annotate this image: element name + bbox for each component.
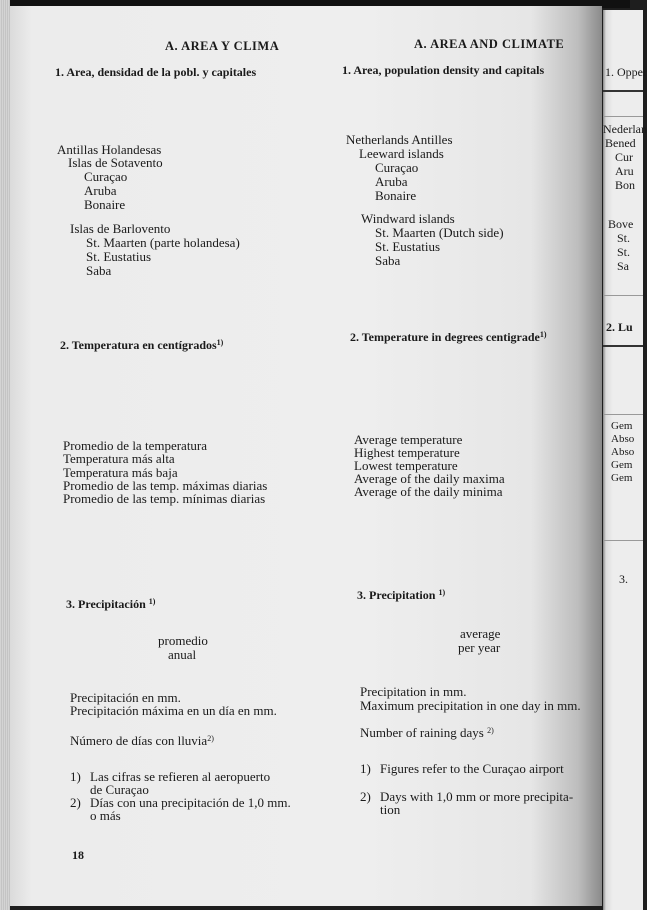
next-row: Nederlan bbox=[603, 122, 647, 136]
row-en: St. Eustatius bbox=[375, 239, 441, 254]
row-en: Windward islands bbox=[361, 211, 455, 226]
row-en: Curaçao bbox=[375, 160, 419, 175]
next-row: St. bbox=[617, 231, 631, 245]
row-es: Precipitación en mm. bbox=[70, 690, 181, 705]
s3-title-en bbox=[357, 586, 445, 602]
footnote-ref: 1) bbox=[148, 597, 156, 606]
rain-days-text: Número de días con lluvia bbox=[70, 733, 208, 748]
row-es: Islas de Sotavento bbox=[68, 155, 163, 170]
col-head-es: anual bbox=[168, 647, 197, 662]
col-head-es: promedio bbox=[158, 633, 208, 648]
row-en: Maximum precipitation in one day in mm. bbox=[360, 698, 581, 713]
row-en: Leeward islands bbox=[359, 146, 444, 161]
next-row: Abso bbox=[611, 433, 635, 445]
row-es: Promedio de las temp. mínimas diarias bbox=[63, 491, 266, 506]
rule bbox=[603, 414, 643, 415]
s3-title-text: 3. Precipitación bbox=[66, 597, 146, 611]
section-title-es: A. AREA Y CLIMA bbox=[165, 39, 280, 53]
footnote-ref: 1) bbox=[539, 330, 547, 339]
footnote-mark: 2) bbox=[70, 795, 81, 810]
next-page-edge bbox=[603, 10, 647, 910]
rule bbox=[603, 295, 643, 296]
row-es: Temperatura más alta bbox=[63, 451, 175, 466]
next-s2-title: 2. Lu bbox=[606, 320, 633, 334]
next-row: Abso bbox=[611, 446, 635, 458]
section-title-en: A. AREA AND CLIMATE bbox=[414, 37, 565, 51]
row-es: Antillas Holandesas bbox=[57, 142, 162, 157]
rule bbox=[603, 540, 643, 541]
row-es: St. Maarten (parte holandesa) bbox=[86, 235, 240, 250]
s2-title-text: 2. Temperatura en centígrados bbox=[60, 338, 217, 352]
s2-title-en bbox=[350, 328, 547, 344]
row-en: Precipitation in mm. bbox=[360, 684, 467, 699]
footnote-ref: 1) bbox=[438, 588, 446, 597]
footnote-text: de Curaçao bbox=[90, 782, 149, 797]
s2-title-es bbox=[60, 336, 223, 352]
s1-title-es: 1. Area, densidad de la pobl. y capitales bbox=[55, 65, 257, 79]
footnote-ref: 2) bbox=[207, 734, 214, 743]
footnote-mark: 1) bbox=[360, 761, 371, 776]
next-s3-title: 3. bbox=[619, 572, 628, 586]
rule bbox=[603, 345, 643, 347]
footnote-text: Las cifras se refieren al aeropuerto bbox=[90, 769, 271, 784]
next-row: Bove bbox=[608, 217, 634, 231]
page-stack-edge bbox=[0, 0, 10, 910]
footnote-mark: 1) bbox=[70, 769, 81, 784]
next-row: Sa bbox=[617, 259, 629, 273]
footnote-text: Days with 1,0 mm or more precipita- bbox=[380, 789, 574, 804]
page-number: 18 bbox=[72, 848, 84, 862]
footnote-text: o más bbox=[90, 808, 121, 823]
next-row: Gem bbox=[611, 420, 633, 432]
row-es: Precipitación máxima en un día en mm. bbox=[70, 703, 277, 718]
next-row: Aru bbox=[615, 164, 634, 178]
col-head-en: per year bbox=[458, 640, 501, 655]
row-es: Promedio de las temp. máximas diarias bbox=[63, 478, 268, 493]
rain-days-en bbox=[360, 724, 494, 740]
row-es: Curaçao bbox=[84, 169, 128, 184]
next-row: Gem bbox=[611, 459, 633, 471]
footnote-text: Días con una precipitación de 1,0 mm. bbox=[90, 795, 291, 810]
col-head-en: average bbox=[460, 626, 501, 641]
row-es: Aruba bbox=[84, 183, 117, 198]
row-es: St. Eustatius bbox=[86, 249, 152, 264]
row-en: Netherlands Antilles bbox=[346, 132, 453, 147]
next-row: Cur bbox=[615, 150, 633, 164]
row-en: Highest temperature bbox=[354, 445, 460, 460]
row-en: Saba bbox=[375, 253, 401, 268]
row-es: Islas de Barlovento bbox=[70, 221, 171, 236]
footnote-text: Figures refer to the Curaçao airport bbox=[380, 761, 564, 776]
row-en: Lowest temperature bbox=[354, 458, 458, 473]
footnote-ref: 2) bbox=[487, 726, 494, 735]
footnote-ref: 1) bbox=[216, 338, 224, 347]
row-es: Temperatura más baja bbox=[63, 465, 178, 480]
row-es: Saba bbox=[86, 263, 112, 278]
s2-title-text: 2. Temperature in degrees centigrade bbox=[350, 330, 540, 344]
row-en: Aruba bbox=[375, 174, 408, 189]
next-row: St. bbox=[617, 245, 631, 259]
row-es: Promedio de la temperatura bbox=[63, 438, 208, 453]
row-en: St. Maarten (Dutch side) bbox=[375, 225, 504, 240]
row-en: Bonaire bbox=[375, 188, 417, 203]
s3-title-es bbox=[66, 595, 155, 611]
rule bbox=[603, 90, 643, 92]
row-en: Average temperature bbox=[354, 432, 463, 447]
footnote-text: tion bbox=[380, 802, 401, 817]
s3-title-text: 3. Precipitation bbox=[357, 588, 436, 602]
next-row: Bened bbox=[605, 136, 636, 150]
next-row: Bon bbox=[615, 178, 636, 192]
rule bbox=[603, 116, 643, 117]
s1-title-en: 1. Area, population density and capitals bbox=[342, 63, 545, 77]
row-es: Bonaire bbox=[84, 197, 126, 212]
rain-days-text: Number of raining days bbox=[360, 725, 484, 740]
footnote-mark: 2) bbox=[360, 789, 371, 804]
row-en: Average of the daily minima bbox=[354, 484, 503, 499]
next-s1-title: 1. Opper bbox=[605, 65, 647, 79]
rain-days-es bbox=[70, 732, 214, 748]
row-en: Average of the daily maxima bbox=[354, 471, 505, 486]
next-row: Gem bbox=[611, 472, 633, 484]
